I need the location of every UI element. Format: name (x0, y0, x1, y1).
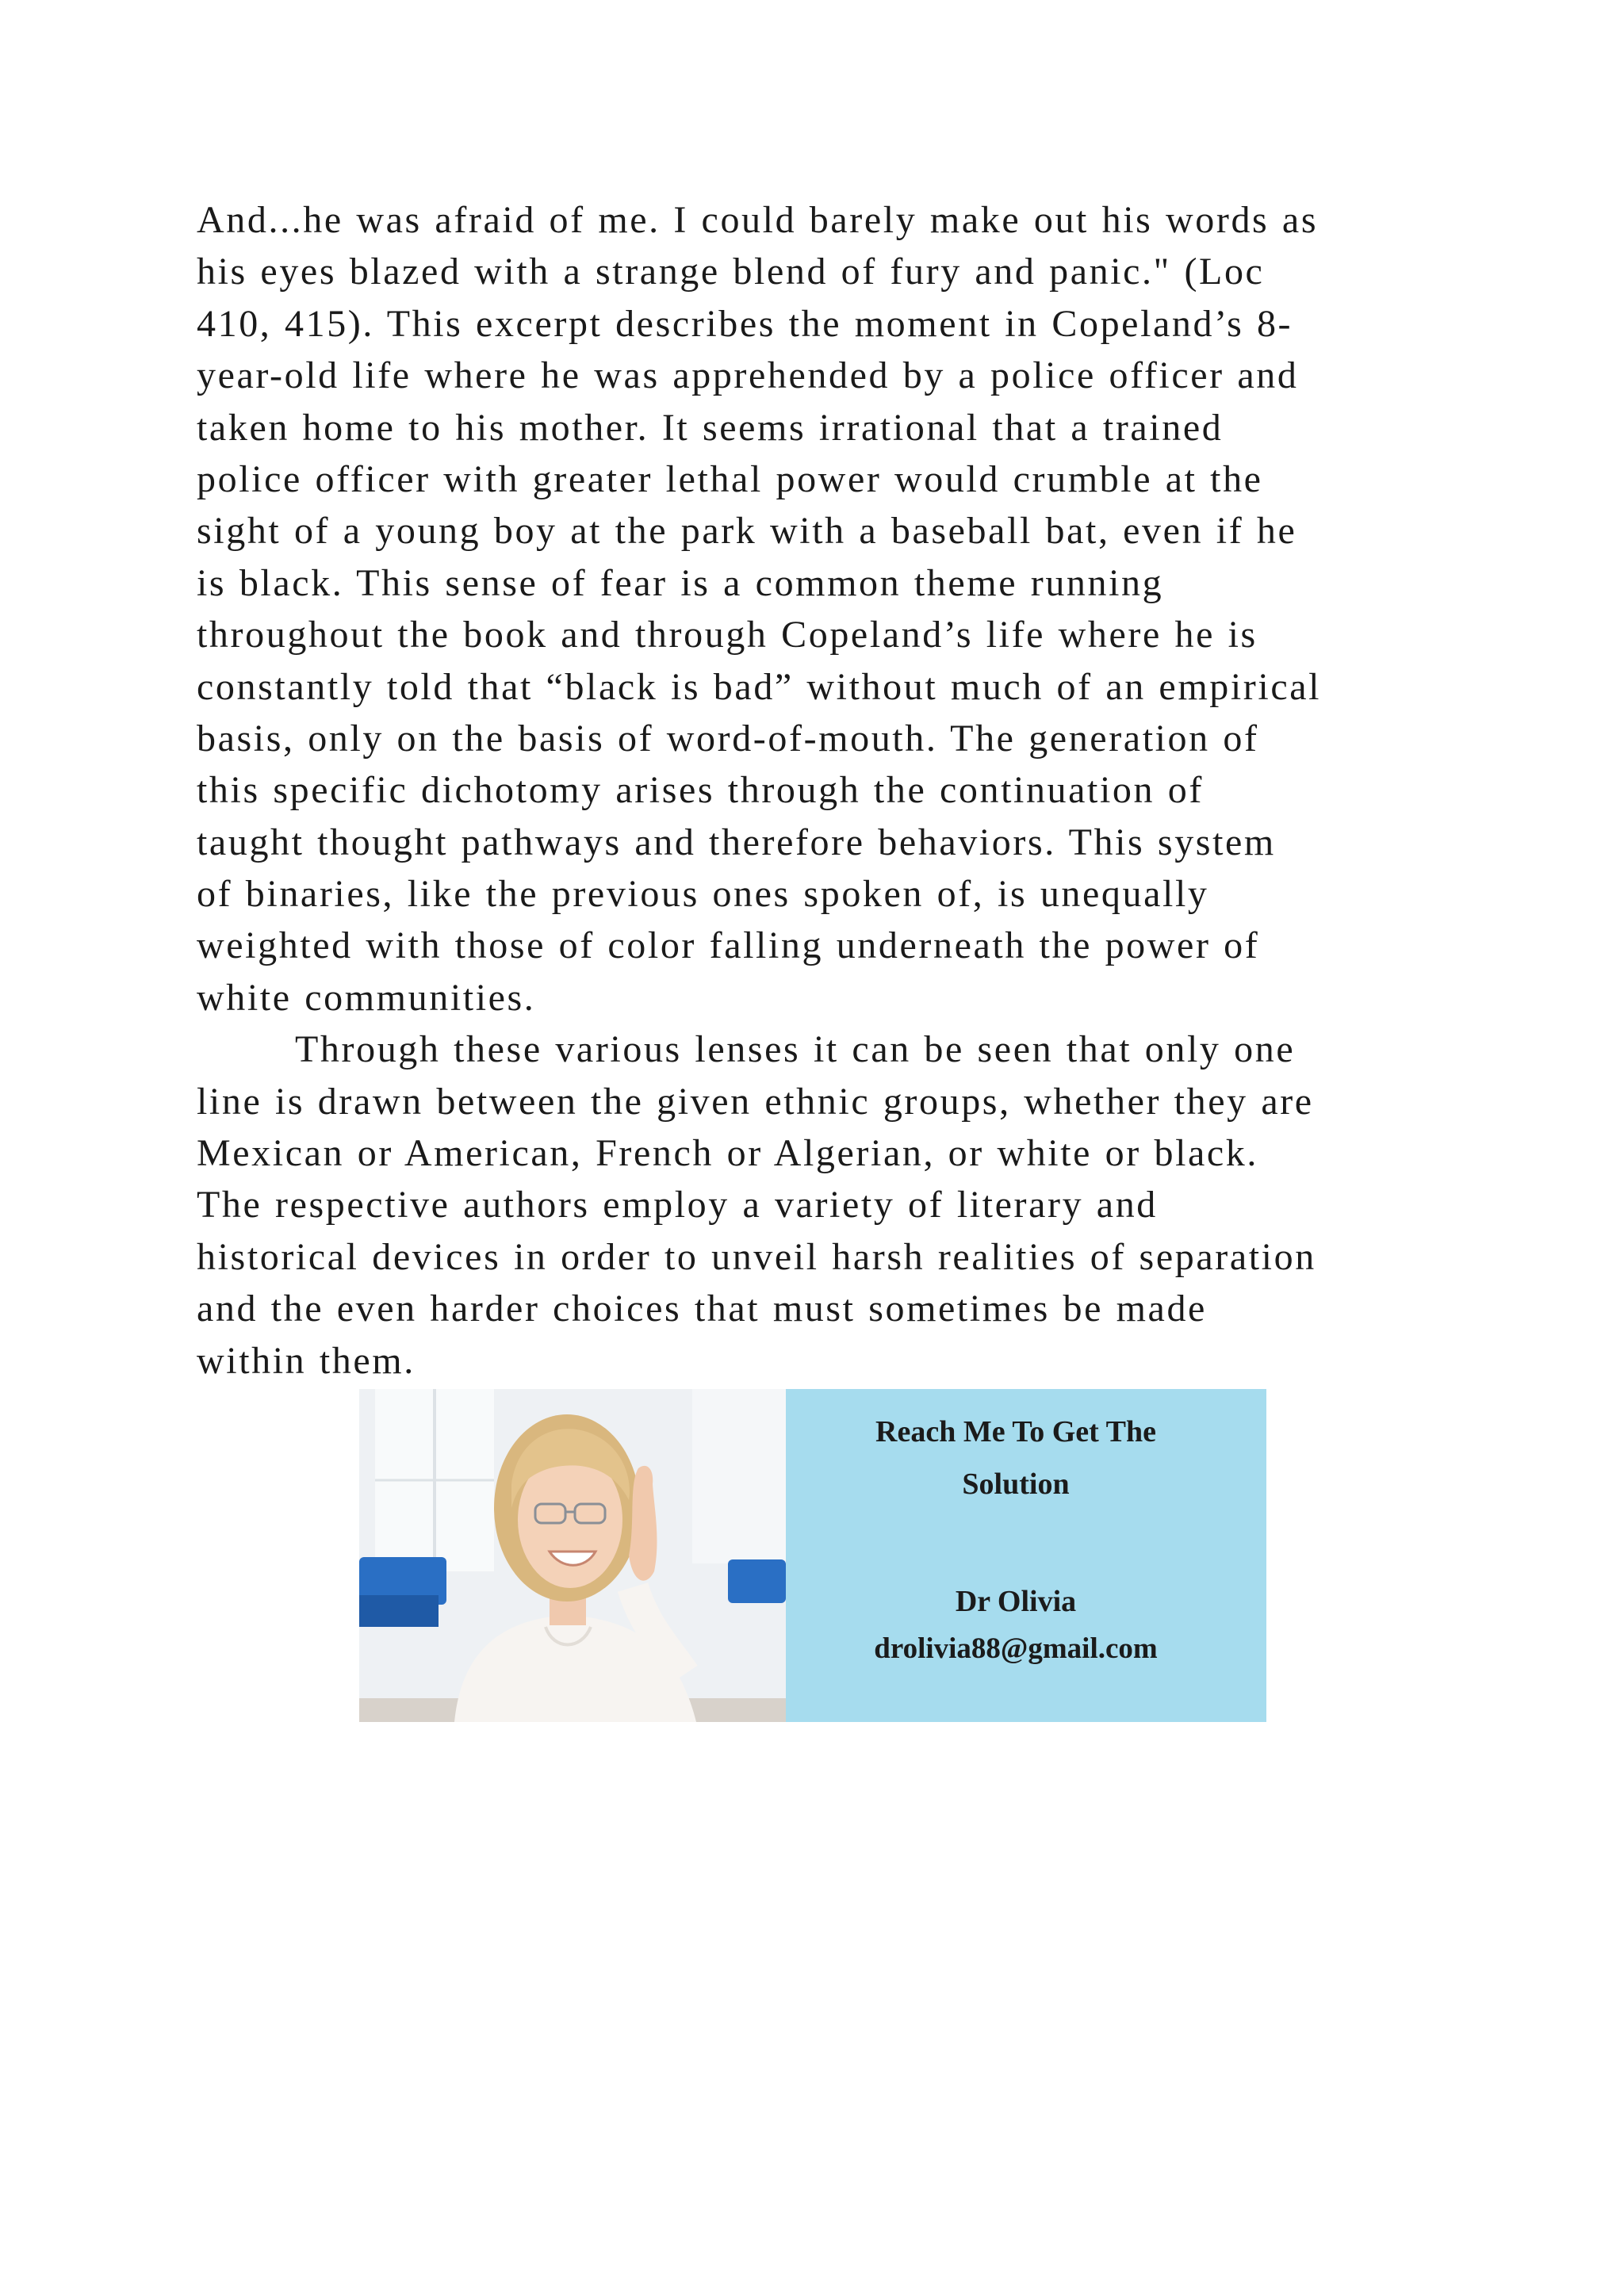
text-line: is black. This sense of fear is a common theme running (197, 561, 1164, 604)
text-line: constantly told that “black is bad” without much of an empirical (197, 665, 1322, 708)
text-line: this specific dichotomy arises through the continuation of (197, 769, 1204, 812)
text-line: And...he was afraid of me. I could barely make out his words as (197, 199, 1319, 241)
text-line: taught thought pathways and therefore behaviors. This system (197, 821, 1276, 863)
text-line: 410, 415). This excerpt describes the moment in Copeland’s 8- (197, 302, 1293, 345)
contact-info-panel (786, 1389, 1266, 1722)
text-line: his eyes blazed with a strange blend of fury and panic." (Loc (197, 251, 1265, 293)
text-line: Mexican or American, French or Algerian, or white or black. (197, 1132, 1259, 1175)
text-line: throughout the book and through Copeland’s life where he is (197, 614, 1258, 656)
text-line: white communities. (197, 976, 536, 1019)
body-text (197, 194, 1434, 1387)
text-line: weighted with those of color falling underneath the power of (197, 924, 1260, 967)
contact-banner (359, 1389, 1266, 1722)
text-line: and the even harder choices that must sometimes be made (197, 1288, 1207, 1330)
contact-name: Dr Olivia (955, 1585, 1077, 1618)
text-line: police officer with greater lethal power would crumble at the (197, 457, 1263, 500)
banner-heading-line2: Solution (962, 1468, 1070, 1501)
text-line: historical devices in order to unveil harsh realities of separation (197, 1235, 1316, 1278)
text-line: The respective authors employ a variety of literary and (197, 1184, 1158, 1226)
text-line: within them. (197, 1339, 416, 1382)
text-line-paragraph-start: Through these various lenses it can be seen that only one (295, 1028, 1296, 1071)
text-line: taken home to his mother. It seems irrational that a trained (197, 406, 1224, 449)
woman-photo (359, 1389, 786, 1722)
text-line: year-old life where he was apprehended by a police officer and (197, 354, 1299, 397)
text-line: of binaries, like the previous ones spoken of, is unequally (197, 873, 1209, 916)
contact-email[interactable]: drolivia88@gmail.com (874, 1632, 1158, 1665)
text-line: line is drawn between the given ethnic groups, whether they are (197, 1080, 1314, 1123)
banner-heading-line1: Reach Me To Get The (875, 1415, 1156, 1448)
text-line: sight of a young boy at the park with a baseball bat, even if he (197, 510, 1297, 553)
text-line: basis, only on the basis of word-of-mouth. The generation of (197, 717, 1259, 760)
